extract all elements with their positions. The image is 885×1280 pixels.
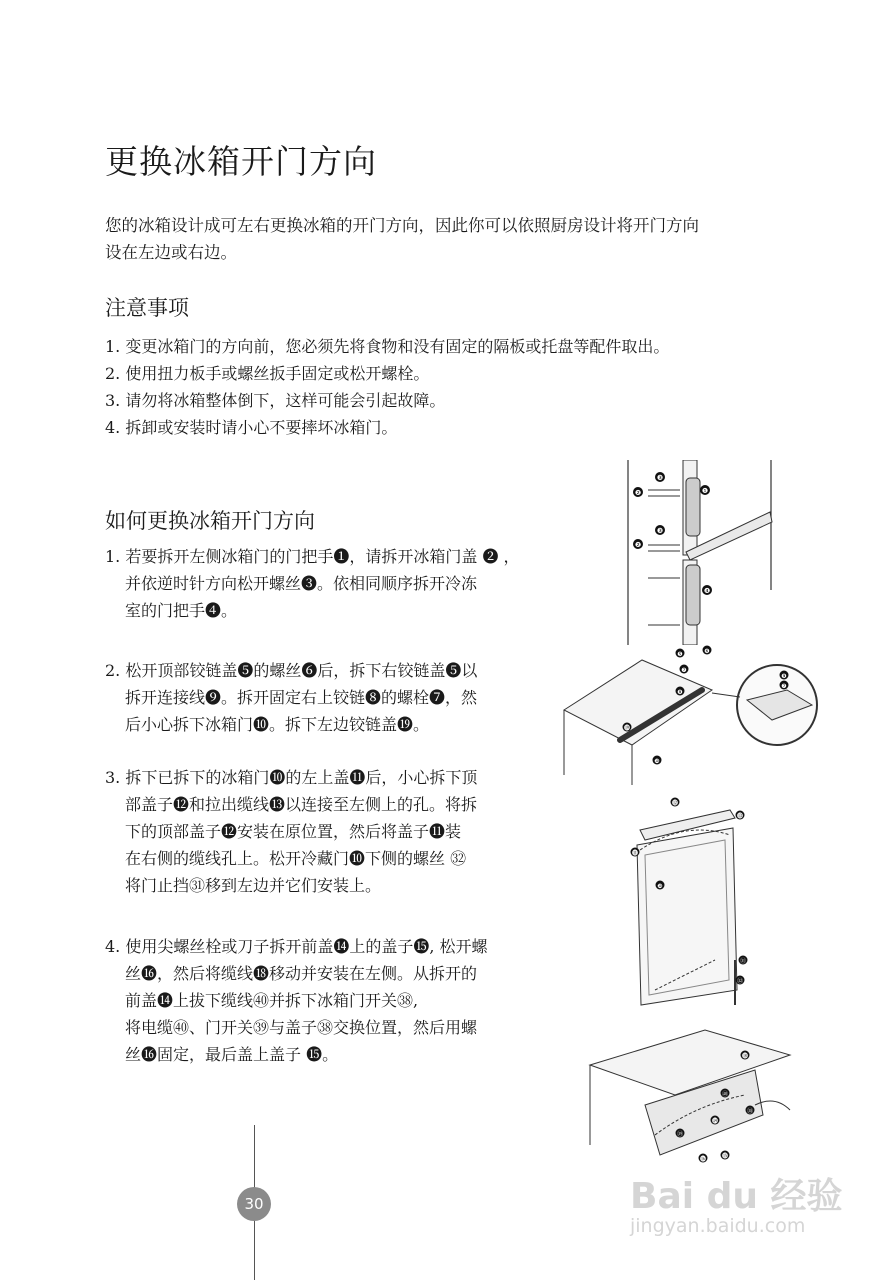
howto-heading: 如何更换冰箱开门方向 (105, 509, 315, 533)
page-title: 更换冰箱开门方向 (105, 142, 377, 181)
callout-label: ❶ (701, 487, 709, 495)
callout-label: ❷ (634, 489, 642, 497)
step-line: 在右侧的缆线孔上。松开冷藏门❿下侧的螺丝 ㉜ (125, 849, 467, 868)
step-line: 2. 松开顶部铰链盖❺的螺丝❻后，拆下右铰链盖❺以 (105, 661, 478, 680)
intro-paragraph (105, 212, 805, 266)
step-line: 拆开连接线❾。拆开固定右上铰链❽的螺栓❼，然 (125, 688, 478, 707)
callout-label: ⓬ (671, 800, 679, 807)
baidu-watermark-logo: Bai du 经验 (630, 1176, 843, 1217)
handle-removal-illustration (620, 460, 780, 645)
door-cover-illustration (625, 790, 760, 1020)
callout-label: ❿ (657, 883, 663, 890)
step-line: 并依逆时针方向松开螺丝❸。依相同顺序拆开冷冻 (125, 574, 478, 593)
callout-label: ❸ (656, 474, 664, 482)
callout-label: ⓮ (711, 1118, 719, 1125)
step-line: 室的门把手❹。 (125, 601, 238, 620)
callout-label: ⓲ (741, 1053, 749, 1060)
step-line: 丝⓰，然后将缆线⓲移动并安装在左侧。从拆开的 (125, 964, 478, 983)
step-line: 丝⓰固定，最后盖上盖子 ⓯。 (125, 1045, 339, 1064)
callout-label: ❻ (704, 648, 710, 655)
step-line: 将门止挡㉛移到左边并它们安装上。 (125, 876, 382, 895)
note-item: 1. 变更冰箱门的方向前，您必须先将食物和没有固定的隔板或托盘等配件取出。 (105, 337, 670, 356)
step-line: 将电缆㊵、门开关㊴与盖子㊳交换位置，然后用螺 (125, 1018, 478, 1037)
note-item: 2. 使用扭力板手或螺丝扳手固定或松开螺栓。 (105, 364, 430, 383)
callout-label: ㉛ (739, 958, 747, 965)
callout-label: ㊴ (676, 1131, 684, 1138)
callout-label: ❿ (654, 758, 660, 765)
notes-heading: 注意事项 (105, 296, 189, 320)
baidu-watermark-url: jingyan.baidu.com (630, 1215, 806, 1237)
step-line: 前盖⓮上拔下缆线㊵并拆下冰箱门开关㊳, (125, 991, 419, 1010)
step-line: 1. 若要拆开左侧冰箱门的门把手❶，请拆开冰箱门盖 ❷ ， (105, 547, 520, 566)
callout-label: ⓯ (721, 1153, 729, 1160)
hinge-removal-illustration (562, 645, 827, 785)
step-4 (105, 933, 488, 1068)
callout-label: ❽ (677, 689, 683, 696)
step-line: 4. 使用尖螺丝栓或刀子拆开前盖⓮上的盖子⓯, 松开螺 (105, 937, 488, 956)
step-3 (105, 764, 477, 899)
callout-label: ⓭ (736, 813, 744, 820)
callout-label: ㊳ (746, 1108, 754, 1115)
note-item: 4. 拆卸或安装时请小心不要摔坏冰箱门。 (105, 418, 398, 437)
step-line: 3. 拆下已拆下的冰箱门❿的左上盖⓫后，小心拆下顶 (105, 768, 478, 787)
step-2 (105, 657, 477, 738)
notes-list (105, 333, 669, 441)
intro-line: 您的冰箱设计成可左右更换冰箱的开门方向，因此你可以依照厨房设计将开门方向 (105, 216, 699, 235)
callout-label: ❸ (656, 527, 664, 535)
step-line: 部盖子⓬和拉出缆线⓭以连接至左侧上的孔。将拆 (125, 795, 478, 814)
note-item: 3. 请勿将冰箱整体倒下，这样可能会引起故障。 (105, 391, 446, 410)
callout-label: ❷ (634, 541, 642, 549)
callout-label: ⓫ (631, 850, 639, 857)
step-line: 后小心拆下冰箱门❿。拆下左边铰链盖⓳。 (125, 715, 430, 734)
intro-line: 设在左边或右边。 (105, 243, 237, 262)
step-1 (105, 543, 520, 624)
callout-label: ❺ (677, 651, 683, 658)
callout-label: ❾ (781, 673, 787, 680)
step-line: 下的顶部盖子⓬安装在原位置，然后将盖子⓫装 (125, 822, 462, 841)
door-switch-illustration (585, 1025, 800, 1170)
callout-label: ㊵ (721, 1091, 729, 1098)
callout-label: ⓰ (699, 1156, 707, 1163)
callout-label: ㉜ (736, 978, 744, 985)
page-number: 30 (237, 1187, 271, 1221)
callout-label: ❼ (781, 683, 787, 690)
callout-label: ⓳ (623, 725, 631, 732)
callout-label: ❹ (703, 587, 711, 595)
callout-label: ❼ (681, 667, 687, 674)
